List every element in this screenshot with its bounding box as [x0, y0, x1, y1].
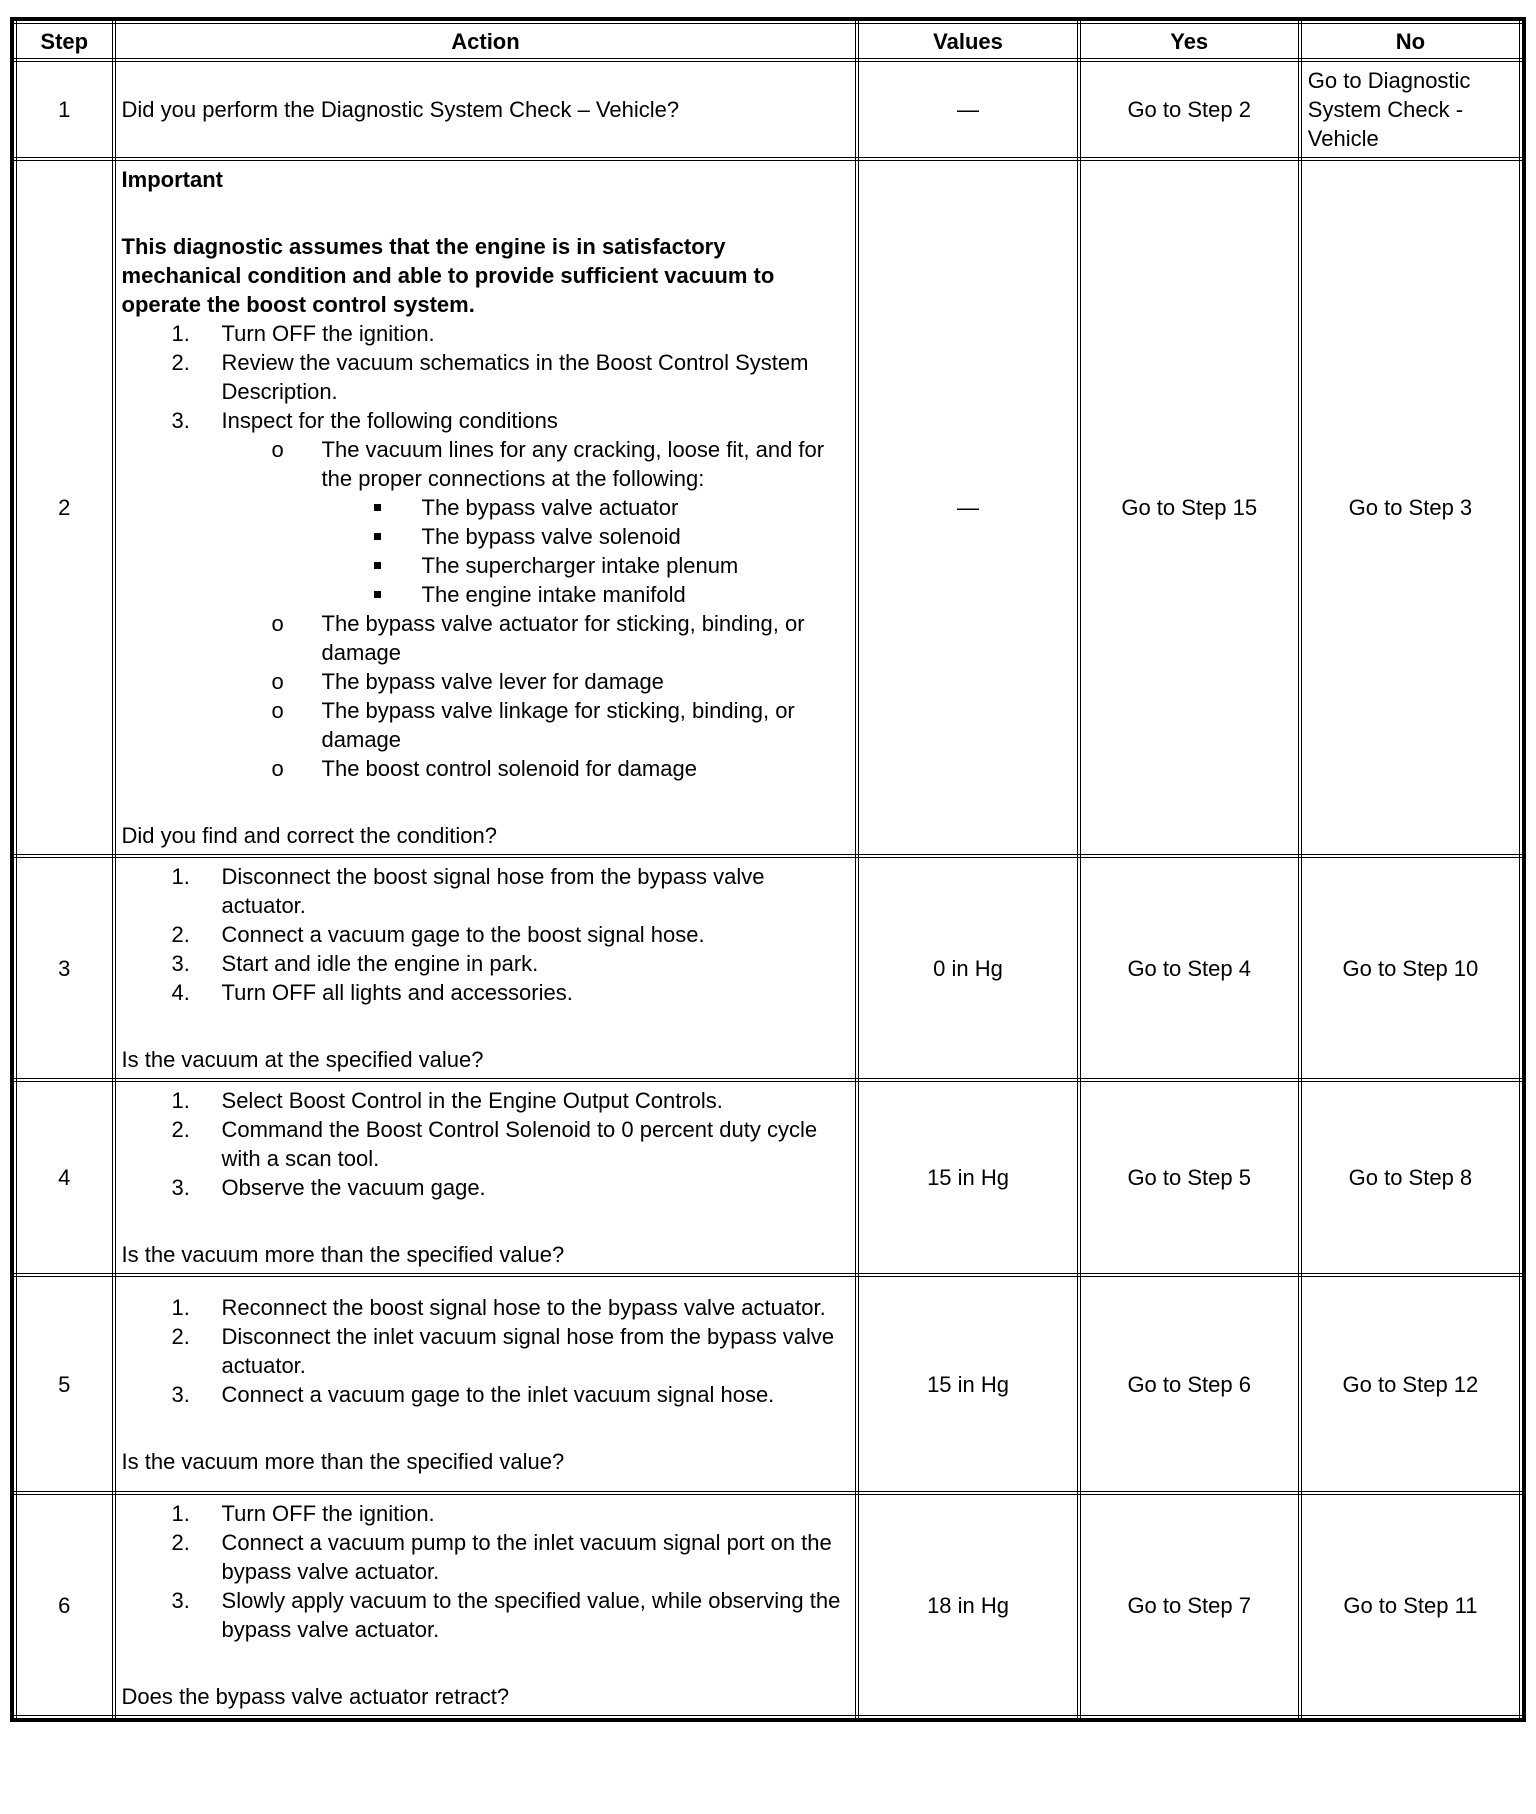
condition-list	[222, 435, 850, 783]
condition-item	[222, 435, 850, 609]
step-list	[122, 1086, 850, 1202]
no-cell: Go to Step 8	[1300, 1080, 1521, 1275]
table-row	[15, 159, 1521, 856]
circle-bullet-icon: o	[271, 437, 284, 462]
list-item	[122, 1499, 850, 1528]
list-number: 1.	[171, 1088, 190, 1113]
circle-bullet-icon: o	[271, 756, 284, 781]
list-number: 1.	[171, 864, 190, 889]
list-text: Turn OFF the ignition.	[221, 321, 435, 346]
sub-condition-item	[322, 580, 850, 609]
value-cell: 0 in Hg	[857, 856, 1078, 1080]
list-text: Slowly apply vacuum to the specified value, while observing the bypass valve actuator.	[221, 1588, 841, 1642]
yes-cell: Go to Step 7	[1079, 1493, 1300, 1717]
no-cell: Go to Step 3	[1300, 159, 1521, 856]
action-question: Does the bypass valve actuator retract?	[121, 1684, 510, 1709]
step-list	[122, 1293, 850, 1409]
action-question: Is the vacuum more than the specified value?	[121, 1448, 565, 1474]
list-item	[122, 920, 850, 949]
step-number: 1	[15, 60, 114, 159]
list-item	[122, 1115, 850, 1173]
step-number: 2	[15, 159, 114, 856]
step-number: 3	[15, 856, 114, 1080]
action-question: Did you find and correct the condition?	[121, 823, 497, 848]
list-number: 2.	[171, 1530, 190, 1555]
table-row	[15, 1275, 1521, 1493]
list-text: Turn OFF all lights and accessories.	[221, 980, 573, 1005]
list-text: Select Boost Control in the Engine Output Controls.	[221, 1088, 723, 1113]
sub-condition-item	[322, 493, 850, 522]
list-text: Connect a vacuum gage to the boost signal hose.	[221, 922, 705, 947]
list-number: 2.	[171, 1323, 190, 1349]
header-yes: Yes	[1079, 22, 1300, 60]
list-number: 2.	[171, 350, 190, 375]
list-number: 1.	[171, 1294, 190, 1320]
sub-condition-item	[322, 551, 850, 580]
value-cell: 15 in Hg	[857, 1275, 1078, 1493]
list-number: 3.	[171, 1381, 190, 1407]
no-cell: Go to Step 10	[1300, 856, 1521, 1080]
list-item	[122, 1086, 850, 1115]
action-cell	[114, 1493, 858, 1717]
condition-text: The boost control solenoid for damage	[321, 756, 697, 781]
value-cell: —	[857, 159, 1078, 856]
action-cell	[114, 856, 858, 1080]
list-item	[122, 1586, 850, 1644]
sub-condition-text: The bypass valve solenoid	[421, 524, 681, 549]
square-bullet-icon	[374, 591, 381, 598]
list-item	[122, 1173, 850, 1202]
list-number: 1.	[171, 1501, 190, 1526]
yes-cell: Go to Step 4	[1079, 856, 1300, 1080]
yes-cell: Go to Step 6	[1079, 1275, 1300, 1493]
yes-cell: Go to Step 2	[1079, 60, 1300, 159]
square-bullet-icon	[374, 562, 381, 569]
condition-text: The bypass valve lever for damage	[321, 669, 664, 694]
square-bullet-icon	[374, 533, 381, 540]
step-number: 4	[15, 1080, 114, 1275]
action-cell	[114, 60, 858, 159]
sub-condition-text: The supercharger intake plenum	[421, 553, 739, 578]
list-text: Reconnect the boost signal hose to the bypass valve actuator.	[221, 1294, 826, 1320]
value-cell: 18 in Hg	[857, 1493, 1078, 1717]
sub-condition-item	[322, 522, 850, 551]
list-text: Observe the vacuum gage.	[221, 1175, 486, 1200]
list-number: 3.	[171, 1588, 190, 1613]
header-step: Step	[15, 22, 114, 60]
yes-cell: Go to Step 5	[1079, 1080, 1300, 1275]
list-text: Command the Boost Control Solenoid to 0 percent duty cycle with a scan tool.	[221, 1117, 818, 1171]
condition-item	[222, 667, 850, 696]
list-text: Disconnect the inlet vacuum signal hose from the bypass valve actuator.	[221, 1323, 835, 1378]
table-row	[15, 60, 1521, 159]
list-item	[122, 319, 850, 348]
list-text: Connect a vacuum pump to the inlet vacuum signal port on the bypass valve actuator.	[221, 1530, 832, 1584]
condition-text: The vacuum lines for any cracking, loose fit, and for the proper connections at the following:	[321, 437, 825, 491]
action-cell	[114, 1275, 858, 1493]
yes-cell: Go to Step 15	[1079, 159, 1300, 856]
list-number: 3.	[171, 951, 190, 976]
square-bullet-icon	[374, 504, 381, 511]
list-text: Start and idle the engine in park.	[221, 951, 539, 976]
list-item	[122, 406, 850, 783]
list-item	[122, 1293, 850, 1322]
header-action: Action	[114, 22, 858, 60]
value-cell: 15 in Hg	[857, 1080, 1078, 1275]
step-list	[122, 862, 850, 1007]
list-text: Turn OFF the ignition.	[221, 1501, 435, 1526]
list-number: 3.	[171, 1175, 190, 1200]
important-label: Important	[121, 167, 223, 192]
header-no: No	[1300, 22, 1521, 60]
step-list	[122, 319, 850, 783]
list-text: Disconnect the boost signal hose from the bypass valve actuator.	[221, 864, 765, 918]
no-cell: Go to Step 12	[1300, 1275, 1521, 1493]
list-number: 1.	[171, 321, 190, 346]
sub-condition-list	[322, 493, 850, 609]
important-text: This diagnostic assumes that the engine is in satisfactory mechanical condition and able to provide sufficient vacuum to operate the boost control system.	[121, 234, 775, 317]
table-row	[15, 1493, 1521, 1717]
list-number: 2.	[171, 1117, 190, 1142]
table-row	[15, 1080, 1521, 1275]
list-item	[122, 949, 850, 978]
action-question: Did you perform the Diagnostic System Check – Vehicle?	[121, 97, 680, 122]
sub-condition-text: The engine intake manifold	[421, 582, 686, 607]
list-number: 3.	[171, 408, 190, 433]
list-text: Inspect for the following conditions	[221, 408, 558, 433]
step-number: 5	[15, 1275, 114, 1493]
condition-text: The bypass valve actuator for sticking, binding, or damage	[321, 611, 805, 665]
list-item	[122, 1528, 850, 1586]
circle-bullet-icon: o	[271, 669, 284, 694]
no-cell: Go to Diagnostic System Check - Vehicle	[1300, 60, 1521, 159]
step-number: 6	[15, 1493, 114, 1717]
list-item	[122, 1322, 850, 1380]
list-text: Review the vacuum schematics in the Boost Control System Description.	[221, 350, 809, 404]
diagnostic-table	[13, 20, 1523, 1719]
list-text: Connect a vacuum gage to the inlet vacuum signal hose.	[221, 1381, 775, 1407]
value-cell: —	[857, 60, 1078, 159]
list-item	[122, 978, 850, 1007]
action-cell	[114, 1080, 858, 1275]
condition-item	[222, 609, 850, 667]
list-number: 4.	[171, 980, 190, 1005]
list-number: 2.	[171, 922, 190, 947]
list-item	[122, 862, 850, 920]
table-row	[15, 856, 1521, 1080]
sub-condition-text: The bypass valve actuator	[421, 495, 679, 520]
circle-bullet-icon: o	[271, 698, 284, 723]
action-question: Is the vacuum at the specified value?	[121, 1047, 484, 1072]
no-cell: Go to Step 11	[1300, 1493, 1521, 1717]
condition-item	[222, 754, 850, 783]
header-values: Values	[857, 22, 1078, 60]
circle-bullet-icon: o	[271, 611, 284, 636]
condition-item	[222, 696, 850, 754]
header-row	[15, 22, 1521, 60]
step-list	[122, 1499, 850, 1644]
action-cell	[114, 159, 858, 856]
list-item	[122, 348, 850, 406]
condition-text: The bypass valve linkage for sticking, binding, or damage	[321, 698, 795, 752]
action-question: Is the vacuum more than the specified value?	[121, 1242, 565, 1267]
list-item	[122, 1380, 850, 1409]
